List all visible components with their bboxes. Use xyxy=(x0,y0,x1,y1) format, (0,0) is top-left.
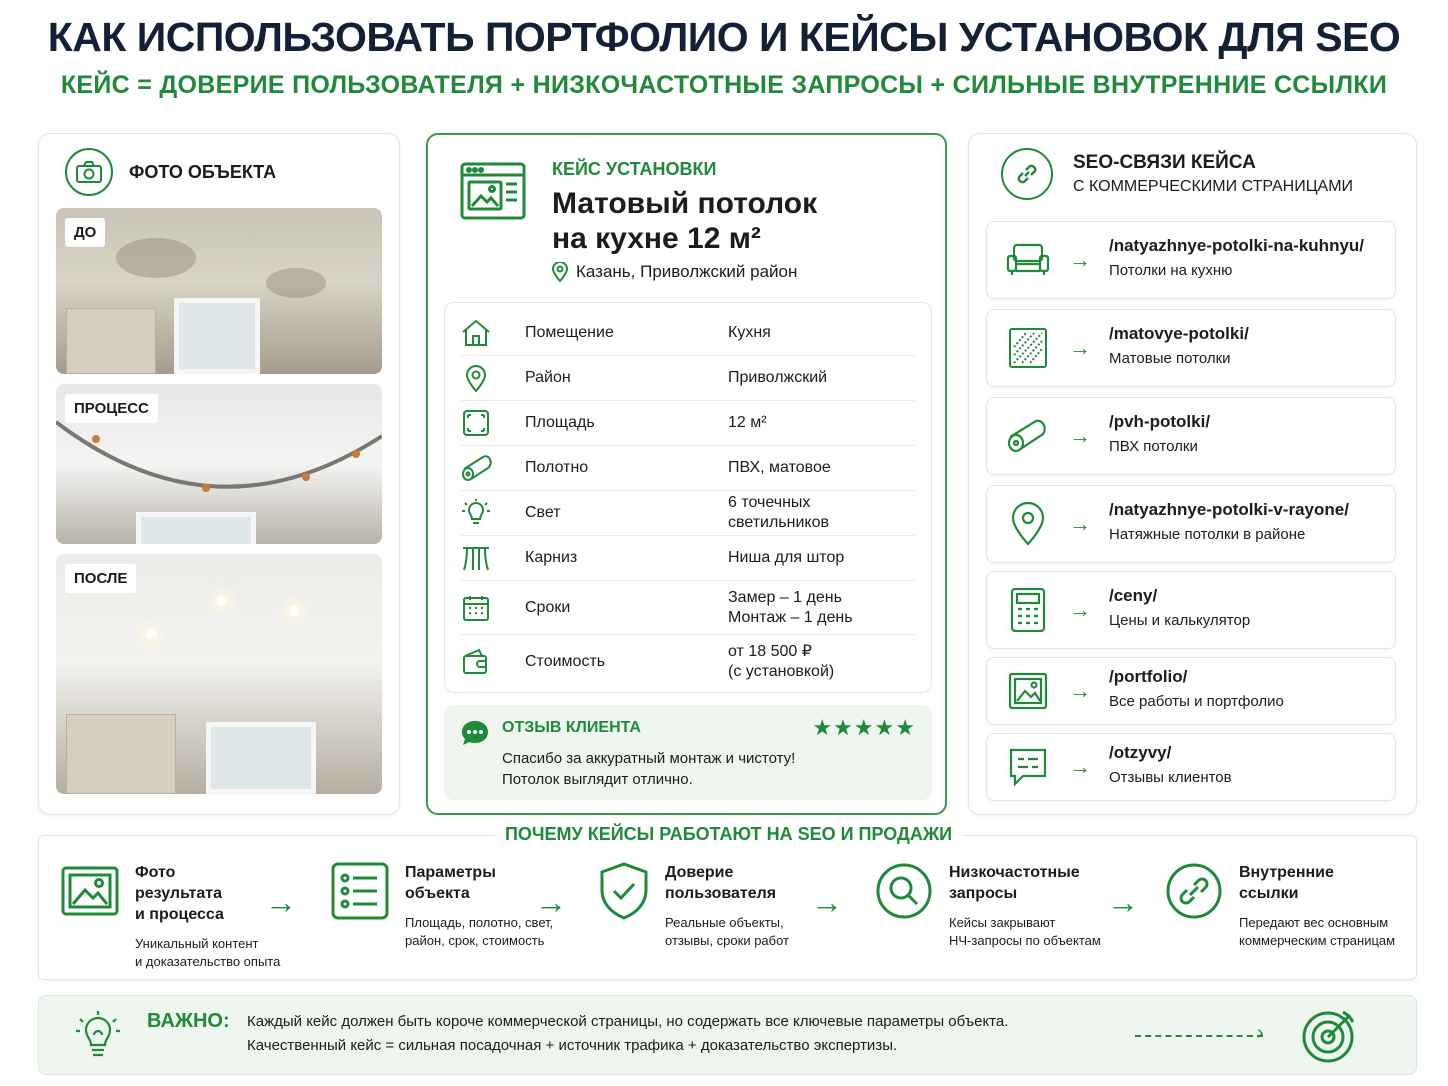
link-district[interactable] xyxy=(986,485,1396,563)
case-location-text: Казань, Приволжский район xyxy=(576,262,798,281)
param-value: ПВХ, матовое xyxy=(728,459,831,476)
why-step-photo: Фото результата и процесса Уникальный контент и доказательство опыта xyxy=(61,862,280,971)
texture-icon xyxy=(1005,328,1051,368)
lightbulb-icon xyxy=(75,1011,121,1061)
roll-icon xyxy=(461,454,525,482)
arrow-right-icon: → xyxy=(811,884,843,920)
arrow-head-icon: › xyxy=(1257,1022,1264,1044)
why-step-trust: Доверие пользователя Реальные объекты, отзывы, сроки работ xyxy=(599,862,789,950)
link-url[interactable]: /natyazhnye-potolki-na-kuhnyu/ xyxy=(1109,236,1365,255)
why-step-internal-links: Внутренние ссылки Передают вес основным коммерческим страницам xyxy=(1165,862,1395,950)
review-stars: ★★★★★ xyxy=(812,715,916,740)
why-section xyxy=(38,824,1417,980)
seo-links-subheading: С КОММЕРЧЕСКИМИ СТРАНИЦАМИ xyxy=(1073,178,1354,195)
wallet-icon xyxy=(461,648,525,676)
map-pin-icon xyxy=(552,262,568,282)
arrow-right-icon: → xyxy=(1069,597,1091,622)
chat-bubble-icon xyxy=(460,719,490,747)
page-subtitle: КЕЙС = ДОВЕРИЕ ПОЛЬЗОВАТЕЛЯ + НИЗКОЧАСТОТНЫЕ ЗАПРОСЫ + СИЛЬНЫЕ ВНУТРЕННИЕ ССЫЛКИ xyxy=(60,71,1388,99)
photo-before[interactable] xyxy=(56,208,382,374)
link-url[interactable]: /portfolio/ xyxy=(1109,667,1188,686)
param-value: 12 м² xyxy=(728,414,767,431)
case-title-line2: на кухне 12 м² xyxy=(552,222,761,255)
link-url[interactable]: /matovye-potolki/ xyxy=(1109,324,1249,343)
link-text: Натяжные потолки в районе xyxy=(1109,526,1306,543)
photo-tag-before: ДО xyxy=(65,218,105,247)
arrow-right-icon: → xyxy=(1107,884,1139,920)
sofa-icon xyxy=(1005,240,1051,280)
photo-panel-heading: ФОТО ОБЪЕКТА xyxy=(129,161,277,182)
dashed-arrow-line xyxy=(1135,1035,1263,1037)
browser-image-icon xyxy=(460,162,526,220)
param-key: Стоимость xyxy=(525,653,606,670)
link-matte[interactable] xyxy=(986,309,1396,387)
link-text: Цены и калькулятор xyxy=(1109,612,1251,629)
arrow-right-icon: → xyxy=(1069,511,1091,536)
map-pin-icon xyxy=(1005,502,1051,546)
link-text: ПВХ потолки xyxy=(1109,438,1198,455)
photo-tag-process: ПРОЦЕСС xyxy=(65,394,158,423)
param-key: Свет xyxy=(525,504,561,521)
bulb-icon xyxy=(461,499,525,527)
param-value: Кухня xyxy=(728,324,771,341)
review-text: Спасибо за аккуратный монтаж и чистоту! Потолок выглядит отлично. xyxy=(502,750,796,788)
review-heading: ОТЗЫВ КЛИЕНТА xyxy=(502,719,641,736)
link-icon xyxy=(1001,148,1053,200)
link-text: Отзывы клиентов xyxy=(1109,769,1232,786)
param-row-terms xyxy=(461,581,915,635)
gallery-icon xyxy=(1005,671,1051,711)
arrow-right-icon: → xyxy=(265,884,297,920)
seo-links-heading: SEO-СВЯЗИ КЕЙСА xyxy=(1073,152,1256,173)
link-icon xyxy=(1165,862,1223,950)
param-key: Сроки xyxy=(525,598,571,616)
why-step-params: Параметры объекта Площадь, полотно, свет, район, срок, стоимость xyxy=(331,862,553,950)
photo-tag-after: ПОСЛЕ xyxy=(65,564,136,593)
arrow-right-icon: → xyxy=(1069,423,1091,448)
link-kitchen[interactable] xyxy=(986,221,1396,299)
param-key: Карниз xyxy=(525,549,578,566)
param-key: Помещение xyxy=(525,324,614,341)
link-url[interactable]: /ceny/ xyxy=(1109,586,1158,605)
link-pvc[interactable] xyxy=(986,397,1396,475)
param-value: Замер – 1 день Монтаж – 1 день xyxy=(728,588,853,626)
camera-icon xyxy=(65,148,113,196)
param-row-canvas xyxy=(461,446,915,491)
house-icon xyxy=(461,319,525,347)
case-title-line1: Матовый потолок xyxy=(552,187,818,220)
link-url[interactable]: /natyazhnye-potolki-v-rayone/ xyxy=(1109,500,1349,519)
param-key: Полотно xyxy=(525,459,589,476)
roll-icon xyxy=(1005,416,1051,456)
case-title xyxy=(552,186,932,256)
map-pin-icon xyxy=(461,364,525,392)
param-key: Район xyxy=(525,369,571,386)
important-text: Каждый кейс должен быть короче коммерческой страницы, но содержать все ключевые параметры объекта. Качественный кейс = сильная посадочная + источник трафика + доказательство экспертизы. xyxy=(247,1013,1009,1054)
search-icon xyxy=(875,862,933,950)
seo-links-panel xyxy=(968,133,1417,815)
param-row-area xyxy=(461,401,915,446)
important-note xyxy=(38,995,1417,1075)
param-row-district xyxy=(461,356,915,401)
link-url[interactable]: /pvh-potolki/ xyxy=(1109,412,1211,431)
page-title: КАК ИСПОЛЬЗОВАТЬ ПОРТФОЛИО И КЕЙСЫ УСТАНОВОК ДЛЯ SEO xyxy=(47,14,1401,60)
list-icon xyxy=(331,862,389,950)
case-params-table xyxy=(444,302,932,693)
link-url[interactable]: /otzyvy/ xyxy=(1109,743,1172,762)
arrow-right-icon: → xyxy=(535,884,567,920)
param-value: Ниша для штор xyxy=(728,549,845,566)
chat-icon xyxy=(1005,747,1051,787)
param-value: 6 точечных светильников xyxy=(728,494,829,531)
photo-after[interactable] xyxy=(56,554,382,794)
param-value: Приволжский xyxy=(728,369,828,386)
shield-check-icon xyxy=(599,862,649,950)
arrow-right-icon: → xyxy=(1069,754,1091,779)
cornice-icon xyxy=(461,544,525,572)
link-reviews[interactable] xyxy=(986,733,1396,801)
param-row-cornice xyxy=(461,536,915,581)
calendar-icon xyxy=(461,594,525,622)
link-text: Потолки на кухню xyxy=(1109,262,1233,279)
case-location xyxy=(552,262,797,282)
param-row-price xyxy=(461,635,915,689)
arrow-right-icon: → xyxy=(1069,335,1091,360)
important-label: ВАЖНО: xyxy=(147,1010,230,1032)
arrow-right-icon: → xyxy=(1069,678,1091,703)
why-heading: ПОЧЕМУ КЕЙСЫ РАБОТАЮТ НА SEO И ПРОДАЖИ xyxy=(495,824,962,844)
photo-process[interactable] xyxy=(56,384,382,544)
param-value: от 18 500 ₽ (с установкой) xyxy=(728,643,835,680)
link-portfolio[interactable] xyxy=(986,657,1396,725)
photo-panel xyxy=(38,133,400,815)
param-row-room xyxy=(461,311,915,356)
link-prices[interactable] xyxy=(986,571,1396,649)
link-text: Все работы и портфолио xyxy=(1109,693,1284,710)
case-kicker: КЕЙС УСТАНОВКИ xyxy=(552,159,717,179)
area-icon xyxy=(461,409,525,437)
why-step-lowfreq: Низкочастотные запросы Кейсы закрывают НЧ-запросы по объектам xyxy=(875,862,1101,950)
target-icon xyxy=(1301,1006,1359,1064)
link-text: Матовые потолки xyxy=(1109,350,1231,367)
image-icon xyxy=(61,862,119,971)
param-row-light xyxy=(461,491,915,536)
client-review xyxy=(444,705,932,800)
arrow-right-icon: → xyxy=(1069,247,1091,272)
case-card xyxy=(426,133,947,815)
param-key: Площадь xyxy=(525,414,595,431)
calculator-icon xyxy=(1005,588,1051,632)
